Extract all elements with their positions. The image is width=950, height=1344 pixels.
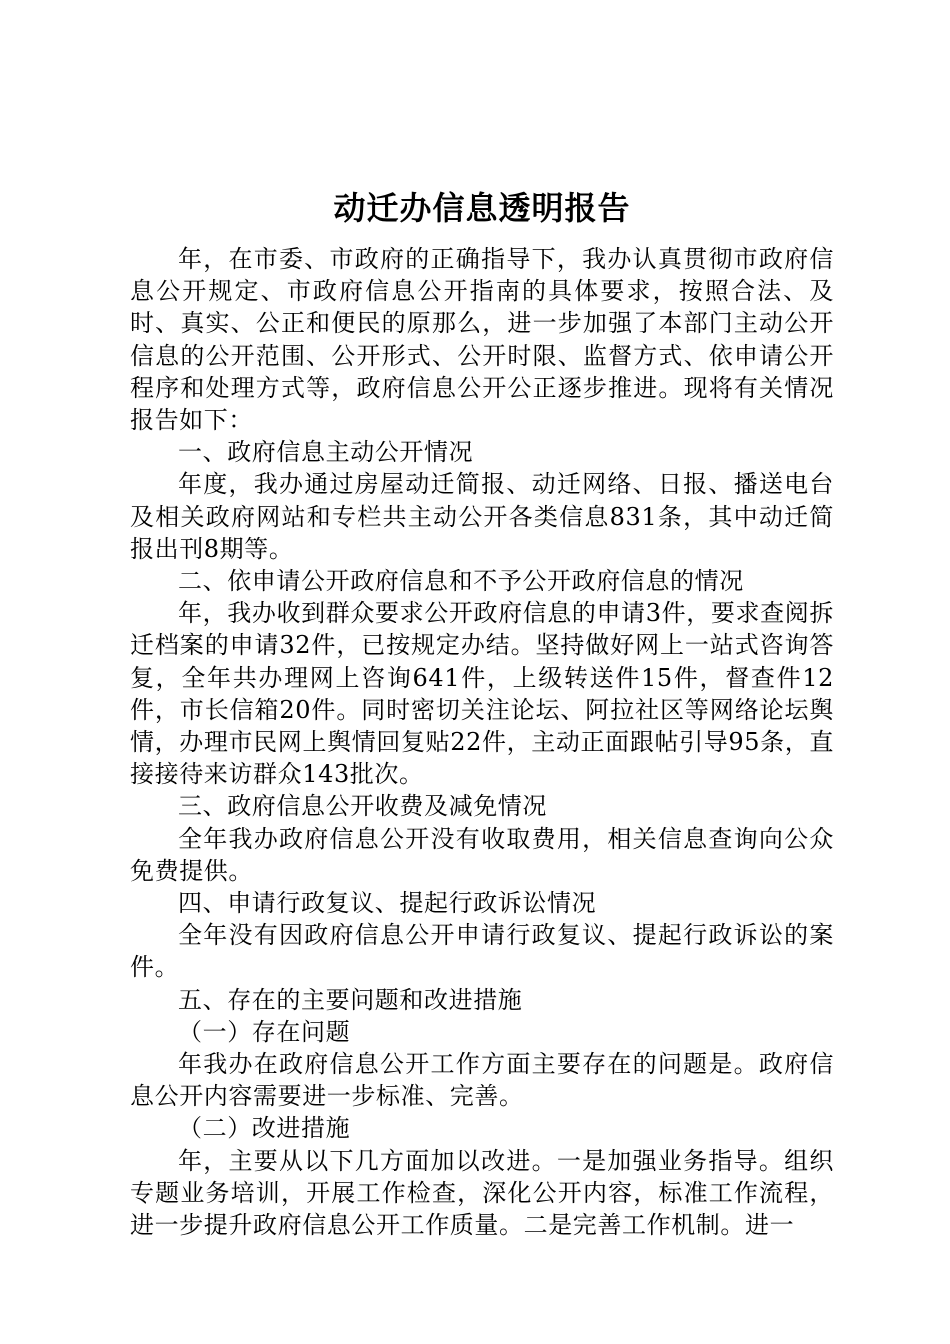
- subsection-heading-problems: （一）存在问题: [178, 1017, 351, 1046]
- subsection-heading-measures: （二）改进措施: [178, 1114, 351, 1143]
- section-1-paragraph: 年度，我办通过房屋动迁简报、动迁网络、日报、播送电台及相关政府网站和专栏共主动公开各类信息831条，其中动迁简报出刊8期等。: [130, 470, 834, 563]
- document-title: 动迁办信息透明报告: [333, 189, 631, 227]
- section-heading-5: 五、存在的主要问题和改进措施: [178, 985, 523, 1014]
- problems-paragraph: 年我办在政府信息公开工作方面主要存在的问题是。政府信息公开内容需要进一步标准、完善。: [130, 1050, 834, 1111]
- section-heading-1: 一、政府信息主动公开情况: [178, 438, 474, 467]
- section-heading-4: 四、申请行政复议、提起行政诉讼情况: [178, 889, 597, 918]
- section-heading-3: 三、政府信息公开收费及减免情况: [178, 792, 547, 821]
- document-body: [130, 183, 834, 1241]
- section-heading-2: 二、依申请公开政府信息和不予公开政府信息的情况: [178, 567, 744, 596]
- section-4-paragraph: 全年没有因政府信息公开申请行政复议、提起行政诉讼的案件。: [130, 921, 834, 982]
- section-2-paragraph: 年，我办收到群众要求公开政府信息的申请3件，要求查阅拆迁档案的申请32件，已按规定办结。坚持做好网上一站式咨询答复，全年共办理网上咨询641件，上级转送件15件，督查件12件，市长信箱20件。同时密切关注论坛、阿拉社区等网络论坛舆情，办理市民网上舆情回复贴22件，主动正面跟帖引导95条，直接接待来访群众143批次。: [130, 599, 834, 789]
- measures-paragraph: 年，主要从以下几方面加以改进。一是加强业务指导。组织专题业务培训，开展工作检查，深化公开内容，标准工作流程，进一步提升政府信息公开工作质量。二是完善工作机制。进一: [130, 1146, 834, 1240]
- section-3-paragraph: 全年我办政府信息公开没有收取费用，相关信息查询向公众免费提供。: [130, 824, 834, 885]
- intro-paragraph: 年，在市委、市政府的正确指导下，我办认真贯彻市政府信息公开规定、市政府信息公开指南的具体要求，按照合法、及时、真实、公正和便民的原那么，进一步加强了本部门主动公开信息的公开范围、公开形式、公开时限、监督方式、依申请公开程序和处理方式等，政府信息公开公正逐步推进。现将有关情况报告如下：: [130, 245, 834, 435]
